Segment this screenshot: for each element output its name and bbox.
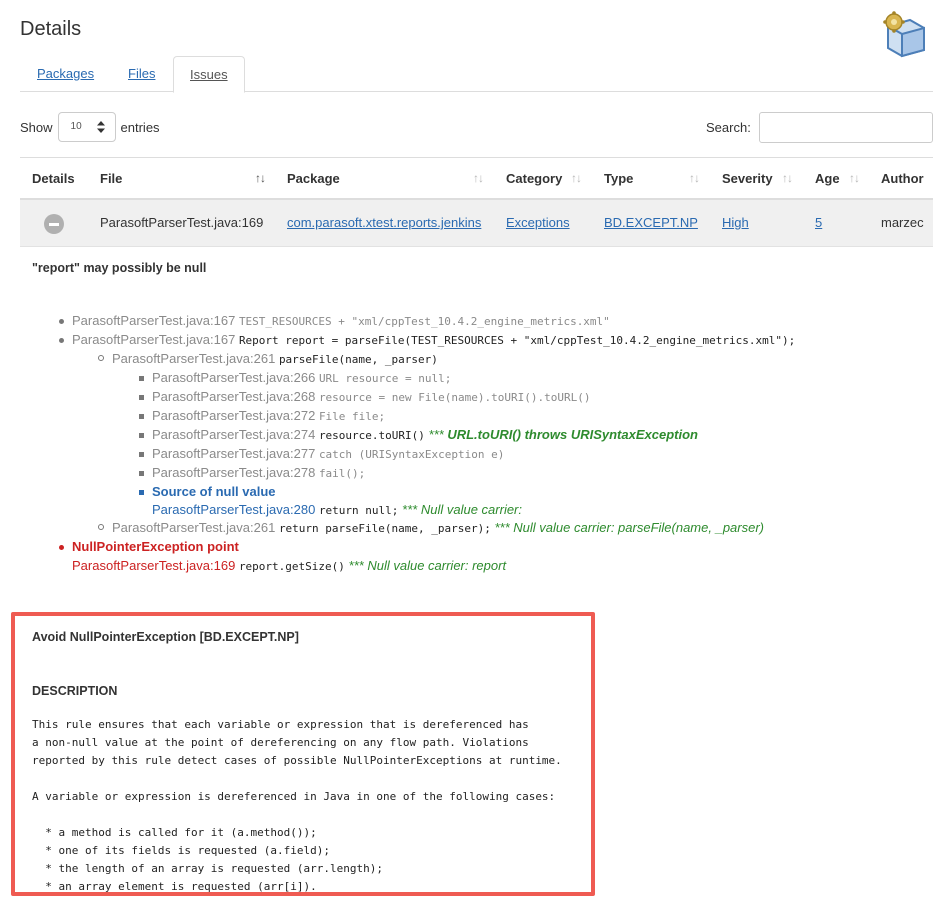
flow-item [152, 368, 451, 387]
search-control [706, 112, 933, 143]
cell-age-link[interactable]: 5 [815, 215, 823, 230]
sort-arrows-icon[interactable]: ↑↓ [473, 171, 483, 185]
flow-code: fail(); [318, 467, 366, 480]
entries-label: entries [120, 119, 160, 135]
select-arrows-icon [97, 121, 105, 133]
flow-stars: *** [348, 558, 364, 573]
flow-item [72, 330, 795, 349]
flow-code: return null; [318, 504, 399, 517]
flow-item [112, 518, 764, 537]
flow-item [112, 349, 438, 368]
description-line: reported by this rule detect cases of possible NullPointerExceptions at runtime. [32, 754, 562, 767]
description-list-item: * one of its fields is requested (a.field); [32, 844, 331, 857]
entries-value: 10 [70, 121, 82, 132]
flow-item [152, 500, 522, 519]
description-list-item: * an array element is requested (arr[i]). [32, 880, 317, 893]
table-row [20, 200, 933, 247]
flow-location: ParasoftParserTest.java:280 [152, 502, 316, 517]
page-title: Details [20, 18, 82, 40]
app-logo-icon [880, 10, 928, 58]
flow-code: report.getSize() [238, 560, 345, 573]
flow-code: File file; [318, 410, 386, 423]
description-line: a non-null value at the point of dereferencing on any flow path. Violations [32, 736, 529, 749]
npe-point-label: NullPointerException point [72, 539, 239, 554]
bullet-square [139, 433, 144, 438]
description-line: This rule ensures that each variable or expression that is dereferenced has [32, 718, 529, 731]
description-heading: DESCRIPTION [32, 684, 118, 698]
sort-arrows-icon[interactable]: ↑↓ [689, 171, 699, 185]
description-list-item: * a method is called for it (a.method()); [32, 826, 317, 839]
flow-item [152, 406, 385, 425]
tab-files[interactable]: Files [128, 66, 156, 81]
column-header-type[interactable]: Type [604, 171, 634, 186]
bullet-circle [98, 524, 104, 530]
length-control [20, 112, 160, 142]
bullet-disc [59, 319, 64, 324]
sort-arrows-icon[interactable]: ↑↓ [849, 171, 859, 185]
flow-stars: *** [428, 427, 444, 442]
flow-location: ParasoftParserTest.java:268 [152, 389, 316, 404]
flow-stars: *** [494, 520, 510, 535]
sort-arrows-icon[interactable]: ↑↓ [571, 171, 581, 185]
column-header-severity[interactable]: Severity [722, 171, 773, 186]
search-input[interactable] [759, 112, 933, 143]
flow-code: parseFile(name, _parser) [278, 353, 438, 366]
bullet-square [139, 395, 144, 400]
collapse-row-icon[interactable] [44, 214, 64, 234]
search-label: Search: [706, 120, 751, 135]
show-label: Show [20, 119, 53, 135]
cell-author: marzec [881, 215, 924, 230]
flow-stars: *** [402, 502, 418, 517]
violation-message: "report" may possibly be null [32, 261, 207, 275]
flow-code: TEST_RESOURCES + "xml/cppTest_10.4.2_engine_metrics.xml" [238, 315, 610, 328]
flow-location: ParasoftParserTest.java:274 [152, 427, 316, 442]
bullet-square [139, 414, 144, 419]
bullet-square [139, 490, 144, 495]
flow-location: ParasoftParserTest.java:167 [72, 332, 236, 347]
bullet-square [139, 376, 144, 381]
flow-item [72, 311, 610, 330]
flow-code: resource.toURI() [318, 429, 425, 442]
rule-description-box [11, 612, 595, 896]
tab-packages[interactable]: Packages [37, 66, 95, 81]
flow-location: ParasoftParserTest.java:261 [112, 351, 276, 366]
flow-location: ParasoftParserTest.java:272 [152, 408, 316, 423]
flow-note: Null value carrier: [420, 502, 523, 517]
flow-location: ParasoftParserTest.java:261 [112, 520, 276, 535]
column-header-file[interactable]: File [100, 171, 123, 186]
bullet-square [139, 452, 144, 457]
flow-code: URL resource = null; [318, 372, 452, 385]
column-header-package[interactable]: Package [287, 171, 340, 186]
flow-location: ParasoftParserTest.java:277 [152, 446, 316, 461]
flow-note: Null value carrier: report [367, 558, 507, 573]
column-header-category[interactable]: Category [506, 171, 563, 186]
flow-code: catch (URISyntaxException e) [318, 448, 505, 461]
bullet-square [139, 471, 144, 476]
flow-item [152, 444, 504, 463]
sort-arrows-icon[interactable]: ↑↓ [782, 171, 792, 185]
flow-item [152, 387, 590, 406]
flow-code: Report report = parseFile(TEST_RESOURCES + "xml/cppTest_10.4.2_engine_metrics.xml"); [238, 334, 796, 347]
flow-location: ParasoftParserTest.java:167 [72, 313, 236, 328]
tab-bar [20, 56, 933, 92]
cell-package-link[interactable]: com.parasoft.xtest.reports.jenkins [287, 215, 482, 230]
table-header [20, 157, 933, 200]
flow-note: Null value carrier: parseFile(name, _parser) [513, 520, 764, 535]
cell-file: ParasoftParserTest.java:169 [100, 215, 264, 230]
flow-item [152, 463, 365, 482]
bullet-circle [98, 355, 104, 361]
column-header-details: Details [32, 171, 75, 186]
flow-location: ParasoftParserTest.java:169 [72, 558, 236, 573]
entries-select[interactable] [58, 112, 116, 142]
bullet-disc [59, 545, 64, 550]
flow-code: resource = new File(name).toURI().toURL() [318, 391, 591, 404]
description-list-item: * the length of an array is requested (arr.length); [32, 862, 383, 875]
column-header-author[interactable]: Author [881, 171, 924, 186]
source-of-null-label: Source of null value [152, 484, 276, 499]
sort-asc-icon[interactable]: ↑↓ [255, 171, 265, 185]
bullet-disc [59, 338, 64, 343]
flow-note: URL.toURI() throws URISyntaxException [447, 427, 698, 442]
flow-code: return parseFile(name, _parser); [278, 522, 491, 535]
description-line: A variable or expression is dereferenced in Java in one of the following cases: [32, 790, 556, 803]
flow-location: ParasoftParserTest.java:278 [152, 465, 316, 480]
cell-type-link[interactable]: BD.EXCEPT.NP [604, 215, 698, 230]
flow-location: ParasoftParserTest.java:266 [152, 370, 316, 385]
tab-issues[interactable]: Issues [173, 56, 245, 93]
cell-severity-link[interactable]: High [722, 215, 749, 230]
flow-item [72, 556, 506, 575]
flow-item [152, 425, 698, 444]
column-header-age[interactable]: Age [815, 171, 840, 186]
cell-category-link[interactable]: Exceptions [506, 215, 570, 230]
rule-title: Avoid NullPointerException [BD.EXCEPT.NP] [32, 630, 299, 644]
